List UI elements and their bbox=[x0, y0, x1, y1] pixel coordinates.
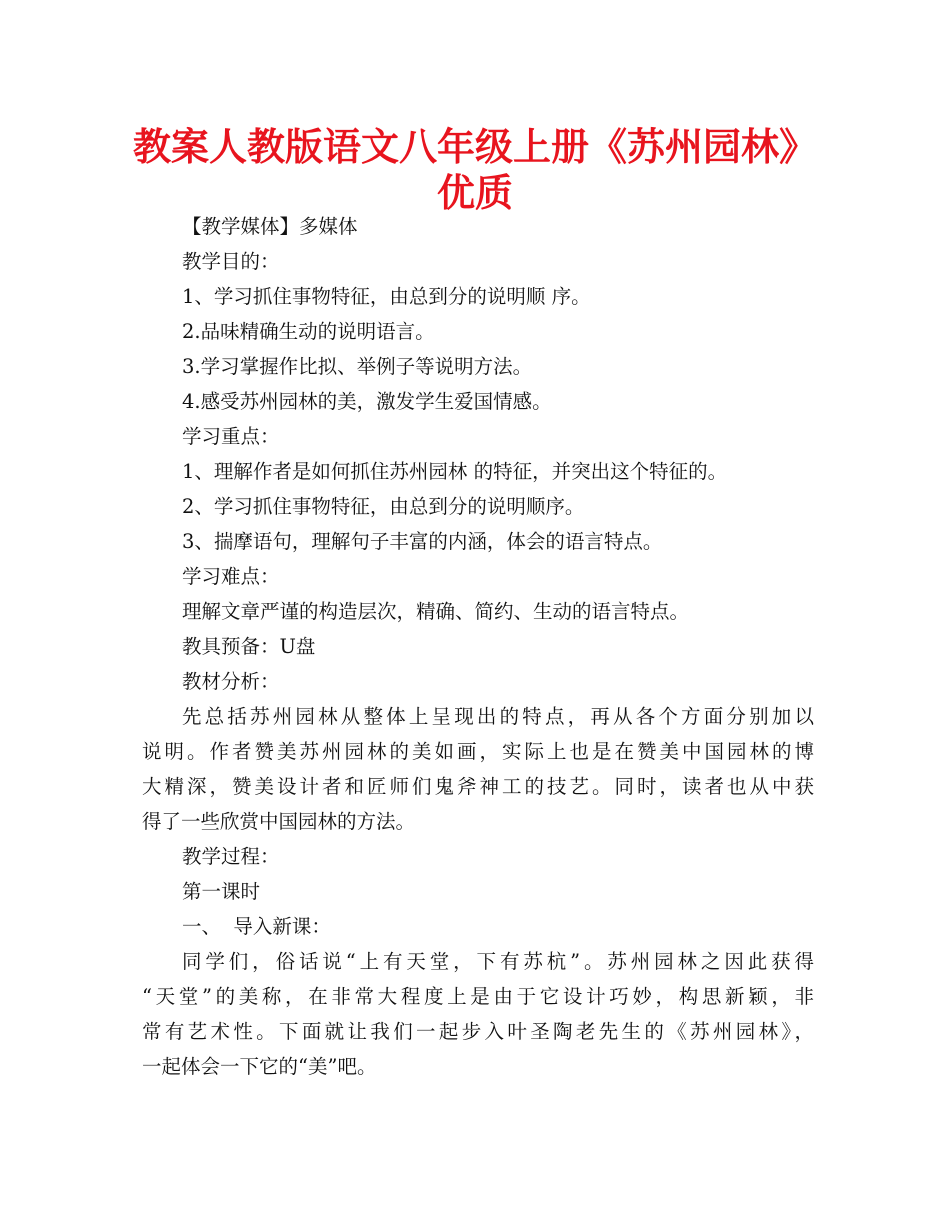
analysis-paragraph-line: 先总括苏州园林从整体上呈现出的特点，再从各个方面分别加以 bbox=[182, 705, 814, 728]
document-body bbox=[142, 209, 814, 1084]
section-heading-process: 教学过程： bbox=[182, 845, 280, 868]
objective-item: 4.感受苏州园林的美，激发学生爱国情感。 bbox=[182, 390, 552, 413]
section-heading-objectives: 教学目的： bbox=[182, 250, 280, 273]
document-title-line-1: 教案人教版语文八年级上册《苏州园林》 bbox=[132, 125, 817, 169]
intro-paragraph-line: “天堂”的美称，在非常大程度上是由于它设计巧妙，构思新颖，非 bbox=[142, 985, 814, 1008]
analysis-paragraph-line: 大精深，赞美设计者和匠师们鬼斧神工的技艺。同时，读者也从中获 bbox=[142, 775, 814, 798]
key-point-item: 3、揣摩语句，理解句子丰富的内涵，体会的语言特点。 bbox=[182, 530, 663, 553]
intro-paragraph-line: 常有艺术性。下面就让我们一起步入叶圣陶老先生的《苏州园林》， bbox=[142, 1020, 814, 1043]
teaching-aids-line: 教具预备：U盘 bbox=[182, 635, 316, 658]
key-point-item: 1、理解作者是如何抓住苏州园林 的特征，并突出这个特征的。 bbox=[182, 460, 728, 483]
section-heading-key-points: 学习重点： bbox=[182, 425, 280, 448]
document-title-line-2: 优质 bbox=[436, 171, 513, 215]
media-line: 【教学媒体】多媒体 bbox=[182, 215, 358, 238]
lesson-heading: 第一课时 bbox=[182, 880, 261, 903]
key-point-item: 2、学习抓住事物特征，由总到分的说明顺序。 bbox=[182, 495, 585, 518]
objective-item: 2.品味精确生动的说明语言。 bbox=[182, 320, 435, 343]
section-heading-difficulties: 学习难点： bbox=[182, 565, 280, 588]
difficulty-item: 理解文章严谨的构造层次，精确、简约、生动的语言特点。 bbox=[182, 600, 690, 623]
intro-paragraph-line: 一起体会一下它的“美”吧。 bbox=[142, 1055, 377, 1078]
step-heading: 一、 导入新课： bbox=[182, 915, 331, 938]
objective-item: 3.学习掌握作比拟、举例子等说明方法。 bbox=[182, 355, 533, 378]
section-heading-analysis: 教材分析： bbox=[182, 670, 280, 693]
analysis-paragraph-line: 说明。作者赞美苏州园林的美如画，实际上也是在赞美中国园林的博 bbox=[142, 740, 814, 763]
intro-paragraph-line: 同学们，俗话说“上有天堂，下有苏杭”。苏州园林之因此获得 bbox=[182, 950, 814, 973]
objective-item: 1、学习抓住事物特征，由总到分的说明顺 序。 bbox=[182, 285, 591, 308]
analysis-paragraph-line: 得了一些欣赏中国园林的方法。 bbox=[142, 810, 416, 833]
